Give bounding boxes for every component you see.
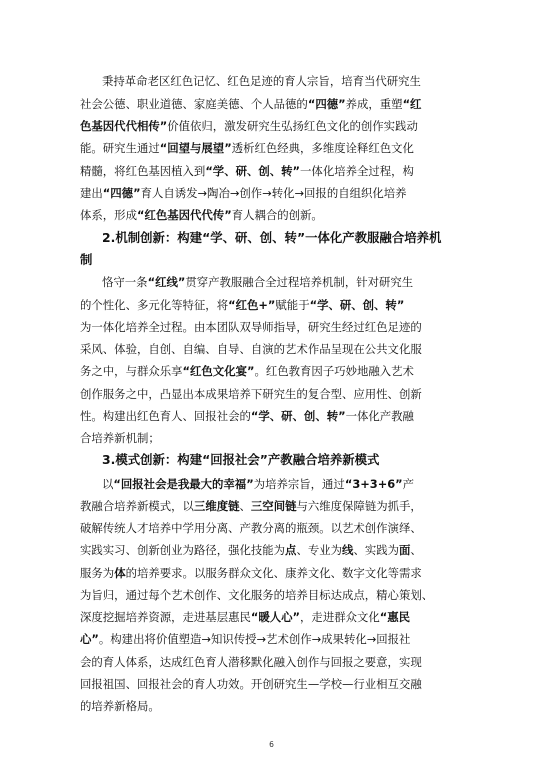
text-segment: 能。研究生通过 [80, 141, 160, 155]
text-segment: ，走进群众文化 [300, 610, 380, 624]
text-line [0, 319, 543, 335]
text-segment: 建出 [80, 186, 103, 200]
text-segment: “3+3+6” [344, 477, 403, 491]
text-segment: 、 [239, 499, 251, 513]
text-segment: 会的育人体系，达成红色育人潜移默化融入创作与回报之要意，实现 [80, 655, 422, 669]
text-segment: 赋能于 [275, 298, 310, 312]
text-segment: 线 [342, 543, 354, 557]
text-segment: 秉持革命老区红色记忆、红色足迹的育人宗旨，培育当代研究生 [102, 74, 421, 88]
text-line [0, 230, 543, 246]
text-segment: “暖人心” [250, 610, 301, 624]
text-segment: 务之中，与群众乐享 [80, 364, 183, 378]
text-segment: 3.模式创新：构建“回报社会”产教融合培养新模式 [102, 452, 380, 467]
text-segment: 三维度链 [193, 499, 240, 513]
text-segment: “回望与展望” [159, 141, 232, 155]
text-segment: 社会公德、职业道德、家庭美德、个人品德的 [80, 97, 308, 111]
text-segment: 三空间链 [250, 499, 297, 513]
text-line [0, 408, 543, 424]
text-segment: 的个性化、多元化等特征，将 [80, 298, 229, 312]
text-segment: 一体化产教融 [345, 409, 414, 423]
text-segment: 心” [80, 632, 99, 646]
text-segment: 深度挖掘培养资源，走进基层惠民 [80, 610, 251, 624]
text-line [0, 476, 543, 492]
text-line [0, 520, 543, 536]
text-segment: 面 [399, 543, 411, 557]
text-line [0, 185, 543, 201]
text-segment: “红色基因代代传” [136, 208, 232, 222]
text-line [0, 654, 543, 670]
text-segment: 破解传统人才培养中学用分离、产教分离的瓶颈。以艺术创作演绎、 [80, 521, 422, 535]
text-segment: 教融合培养新模式，以 [80, 499, 194, 513]
text-line [0, 386, 543, 402]
text-segment: 贯穿产教服融合全过程培养机制，针对研究生 [185, 275, 414, 289]
text-line [0, 96, 543, 112]
text-segment: “回报社会是我最大的幸福” [113, 477, 254, 491]
text-segment: “学、研、创、转” [250, 409, 346, 423]
text-segment: 、实践为 [353, 543, 400, 557]
text-line [0, 676, 543, 692]
text-segment: 服务为 [80, 566, 115, 580]
text-line [0, 542, 543, 558]
text-segment: 体 [114, 566, 126, 580]
text-segment: 回报祖国、回报社会的育人功效。开创研究生—学校—行业相互交融 [80, 677, 422, 691]
text-line [0, 274, 543, 290]
text-segment: 的培养要求。以服务群众文化、康养文化、数字文化等需求 [125, 566, 422, 580]
text-segment: 精髓，将红色基因植入到 [80, 164, 206, 178]
text-segment: 一体化培养全过程，构 [300, 164, 414, 178]
text-line [0, 452, 543, 468]
text-segment: 采风、体验，自创、自编、自导、自演的艺术作品呈现在公共文化服 [80, 342, 422, 356]
text-segment: 恪守一条 [102, 275, 148, 289]
text-line [0, 341, 543, 357]
text-segment: “红色文化宴” [182, 364, 255, 378]
text-segment: 创作服务之中，凸显出本成果培养下研究生的复合型、应用性、创新 [80, 387, 422, 401]
text-line [0, 163, 543, 179]
text-segment: “四德” [307, 97, 346, 111]
text-segment: 体系，形成 [80, 208, 137, 222]
text-segment: 以 [102, 477, 114, 491]
text-segment: 育人耦合的创新。 [231, 208, 323, 222]
text-segment: “学、研、创、转” [205, 164, 301, 178]
text-line [0, 498, 543, 514]
text-segment: 为旨归，通过每个艺术创作、文化服务的培养目标达成点，精心策划、 [80, 588, 434, 602]
text-segment: “惠民 [379, 610, 411, 624]
text-segment: 为一体化培养全过程。由本团队双导师指导，研究生经过红色足迹的 [80, 320, 422, 334]
text-line [0, 73, 543, 89]
text-segment: “红线” [147, 275, 186, 289]
text-segment: 。构建出将价值塑造→知识传授→艺术创作→成果转化→回报社 [98, 632, 411, 646]
text-line [0, 252, 543, 268]
text-segment: “学、研、创、转” [309, 298, 405, 312]
text-segment: 。红色教育因子巧妙地融入艺术 [254, 364, 414, 378]
text-segment: 点 [285, 543, 297, 557]
text-line [0, 631, 543, 647]
text-segment: 的培养新格局。 [80, 699, 160, 713]
text-segment: 色基因代代相传” [80, 119, 168, 133]
text-segment: 养成，重塑 [345, 97, 403, 111]
text-segment: 实践实习、创新创业为路径，强化技能为 [80, 543, 286, 557]
text-segment: 与六维度保障链为抓手， [296, 499, 422, 513]
text-segment: 育人自诱发→陶冶→创作→转化→回报的自组织化培养 [140, 186, 407, 200]
text-line [0, 140, 543, 156]
text-line [0, 587, 543, 603]
text-line [0, 363, 543, 379]
text-segment: “四德” [102, 186, 141, 200]
text-segment: 价值依归，激发研究生弘扬红色文化的创作实践动 [167, 119, 418, 133]
text-segment: 、专业为 [296, 543, 343, 557]
text-segment: 性。构建出红色育人、回报社会的 [80, 409, 251, 423]
text-segment: 透析红色经典，多维度诠释红色文化 [231, 141, 414, 155]
text-segment: 产 [402, 477, 415, 491]
text-line [0, 430, 543, 446]
text-segment: 、 [410, 543, 422, 557]
text-line [0, 565, 543, 581]
text-segment: “红 [402, 97, 422, 111]
text-segment: “红色+” [228, 298, 276, 312]
text-segment: 2.机制创新：构建“学、研、创、转”一体化产教服融合培养机 [102, 230, 442, 245]
text-line [0, 609, 543, 625]
text-segment: 为培养宗旨，通过 [253, 477, 345, 491]
text-line [0, 118, 543, 134]
page-number: 6 [269, 740, 274, 749]
text-segment: 制 [80, 252, 93, 267]
text-line [0, 297, 543, 313]
text-segment: 合培养新机制； [80, 431, 160, 445]
text-line [0, 698, 543, 714]
text-line [0, 207, 543, 223]
